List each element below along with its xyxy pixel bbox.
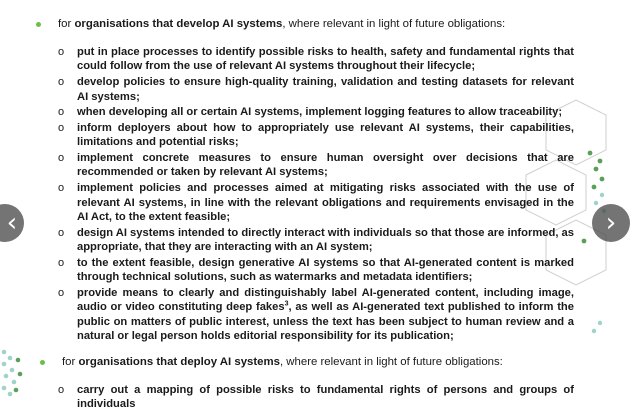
bullet-icon — [36, 22, 41, 27]
chevron-left-icon: ‹ — [6, 208, 18, 238]
list-item: o implement concrete measures to ensure human oversight over decisions that are recommended or taken by relevant AI systems; — [58, 152, 574, 179]
list-item: o put in place processes to identify possible risks to health, safety and fundamental rights that could follow from the use of relevant AI systems throughout their lifecycle; — [58, 46, 574, 73]
section-subject: organisations that develop AI systems — [74, 18, 283, 30]
circle-bullet-icon: o — [58, 152, 65, 165]
list-item: o implement policies and processes aimed at mitigating risks associated with the use of relevant AI systems, in line with the relevant obligations and requirements envisaged in the AI Act, to the extent feasible; — [58, 182, 574, 223]
circle-bullet-icon: o — [58, 76, 65, 89]
chevron-right-icon: › — [605, 208, 617, 238]
circle-bullet-icon: o — [58, 384, 65, 396]
list-item-deepfake: o provide means to clearly and distinguishably label AI-generated content, including image, audio or video constituting deep fakes$^3$, as well as AI-generated text published to inform the public on matters of public interest, unless the text has been subject to human review and a natural or legal person holds editorial responsibility for its publication; — [58, 286, 574, 343]
list-item: o to the extent feasible, design generative AI systems so that AI-generated content is marked through technical solutions, such as watermarks and metadata identifiers; — [58, 256, 574, 284]
next-page-button[interactable] — [592, 204, 630, 242]
section-suffix: , where relevant in light of future obligations: — [282, 18, 506, 30]
section-prefix: for — [62, 356, 79, 368]
section-suffix: , where relevant in light of future obligations: — [279, 356, 503, 368]
circle-bullet-icon: o — [58, 182, 65, 195]
circle-bullet-icon: o — [58, 226, 65, 239]
list-item: o carry out a mapping of possible risks to fundamental rights of persons and groups of individuals — [58, 384, 574, 411]
circle-bullet-icon: o — [58, 121, 65, 134]
list-item: o inform deployers about how to appropriately use relevant AI systems, their capabilities, limitations and potential risks; — [58, 121, 574, 149]
circle-bullet-icon: o — [58, 286, 65, 299]
circle-bullet-icon: o — [58, 256, 65, 269]
bullet-icon — [40, 360, 45, 365]
section-prefix: for — [58, 18, 75, 30]
circle-bullet-icon: o — [58, 106, 65, 119]
deploy-obligations-list — [57, 383, 574, 413]
footnote-ref[interactable]: 3 — [284, 300, 289, 308]
list-item: o develop policies to ensure high-quality training, validation and testing datasets for relevant AI systems; — [58, 76, 574, 103]
circle-bullet-icon: o — [58, 46, 65, 58]
list-item: o design AI systems intended to directly interact with individuals so that those are informed, as appropriate, that they are interacting with an AI system; — [58, 226, 574, 254]
list-item: o when developing all or certain AI systems, implement logging features to allow traceability; — [58, 106, 563, 119]
develop-obligations-list — [57, 45, 574, 345]
section-subject: organisations that deploy AI systems — [78, 356, 280, 368]
